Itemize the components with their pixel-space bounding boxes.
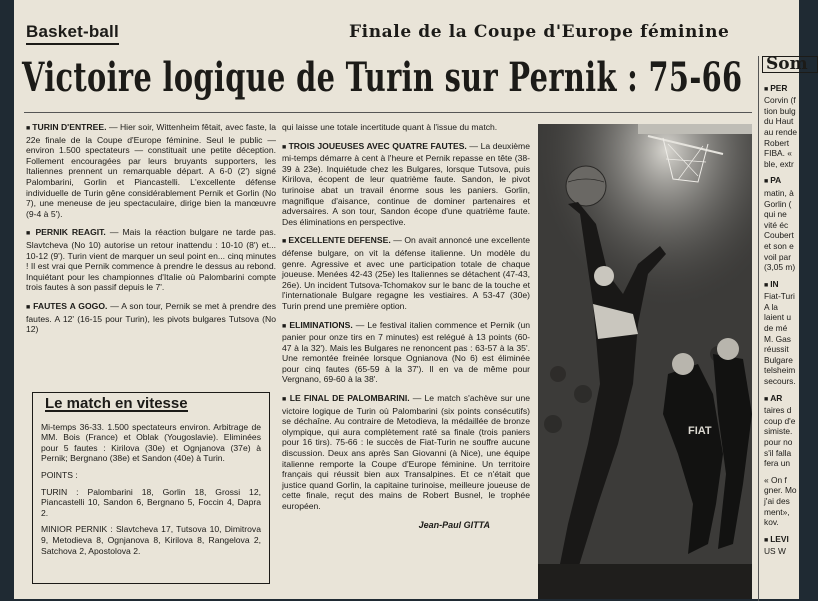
sidebar-column [758,56,818,601]
sidebar-item-line: gner. Mo [764,485,797,496]
sidebar-item-line: de mé [764,323,788,334]
sidebar-item-line: ment», [764,506,790,517]
headline-rule [24,112,752,113]
sidebar-item-line: Corvin (f [764,95,796,106]
sidebar-item-line: kov. [764,517,779,528]
sidebar-item [764,279,818,387]
sidebar-item-line: Fiat-Turi [764,291,795,302]
sidebar-item-line: du Haut [764,116,794,127]
sidebar-item-line: secours. [764,376,796,387]
sidebar-item-line: qui ne [764,209,787,220]
sidebar-item-line: US W [764,546,786,557]
jersey-text: FIAT [688,425,712,437]
kicker-line: Finale de la Coupe d'Europe féminine [349,22,730,42]
box-paragraph: TURIN : Palombarini 18, Gorlin 18, Grossi 12, Piancastelli 10, Sandon 6, Bergnano 5, Foccin 4, Dapra 2. [41,486,261,518]
sidebar-item-line: s'il falla [764,447,792,458]
basketball-photo [538,124,752,599]
sidebar-item-line: au rende [764,126,798,137]
sidebar-item-line: Robert [764,137,790,148]
sidebar-item-line: Bulgare [764,354,793,365]
paragraph: ■ TROIS JOUEUSES AVEC QUATRE FAUTES. — La deuxième mi-temps démarre à cent à l'heure et Pernik repasse en tête (38-39 à 23e). Inquiétude chez les Bulgares, lorsque Tutsova, puis Kirilova, écopent de leur quatrième faute. Sandon, le pivot turinoise abat un travail énorme sous les paniers. Gorlin, magnifique d'aisance, continue de dominer partenaires et adversaires. A son tour, Sandon écope d'une quatrième faute. Des éliminations en perspective. [282,141,530,228]
sidebar-item-line: simiste. [764,426,793,437]
sidebar-item [764,475,818,528]
box-paragraph: Mi-temps 36-33. 1.500 spectateurs environ. Arbitrage de MM. Bois (France) et Oblak (Yougoslavie). Eliminées pour 5 fautes : Kirilova (30e) et Ognjanova (37e) à Pernik; Bergnano (38e) et Sandon (40e) à Turin. [41,421,261,464]
sidebar-items [764,83,818,557]
sidebar-item-line: matin, à [764,187,794,198]
author-signature: Jean-Paul GITTA [418,519,490,530]
sidebar-item [764,534,818,557]
section-rubric: Basket-ball [26,22,119,45]
sidebar-item-lead: ■ PER [764,83,787,93]
sidebar-item-line: A la [764,301,778,312]
sidebar-item-line: vité éc [764,219,789,230]
sidebar-item-line: j'ai des [764,495,790,506]
continuation-text: qui laisse une totale incertitude quant à l'issue du match. [282,122,498,132]
sidebar-item-lead: ■ PA [764,175,781,185]
paragraph: ■ PERNIK REAGIT. — Mais la réaction bulgare ne tarde pas. Slavtcheva (No 10) autorise un retour inattendu : 10-10 (8') et... 10-12 (9'). Turin vient de marquer un seul point en... cinq minutes ! Il est vrai que Pernik commence à prendre le dessus au rebond. Inquiétant pour les championnes d'Italie où Palombarini compte trois fautes à son passif depuis le 7'. [26,227,276,293]
sidebar-item-line: coup d'e [764,415,796,426]
sidebar-item-lead: ■ LEVI [764,534,789,544]
sidebar-item-line: M. Gas [764,333,791,344]
sidebar-item-line: ble, extr [764,158,794,169]
article-column-2 [282,122,530,530]
match-summary-box [32,392,270,584]
sidebar-title: Som [762,56,818,73]
sidebar-item-line: Coubert [764,230,794,241]
sidebar-item-line: (3,05 m) [764,262,796,273]
sidebar-item-line: telsheim [764,365,796,376]
sidebar-item-line: fera un [764,458,791,469]
paragraph: ■ TURIN D'ENTREE. — Hier soir, Wittenheim fêtait, avec faste, la 22e finale de la Coupe d'Europe féminine. Seul le public — environ 1.500 spectateurs — constituait une petite déception. Follement encouragées par leurs bruyants supporters, les Italiennes prennent un remarquable départ. A 6-0 (2') signé Palombarini, Gorlin et Piancastelli. L'excellente défense individuelle de Turin gêne considérablement Pernik et Gorlin (No 7), une meneuse de jeu spectaculaire, dirige bien la manœuvre (9-4 à 5'). [26,122,276,219]
sidebar-item-lead: ■ IN [764,279,779,289]
sidebar-item-line: taires d [764,405,792,416]
paragraph: ■ ELIMINATIONS. — Le festival italien commence et Pernik (un panier pour onze tirs en 7 minutes) est relégué à 13 points (60-47 à la 32'). Mais les Bulgares ne renoncent pas : 63-57 à la 35'. Une remontée freinée lorsque Ognianova (No 6) est éliminée pour cinq fautes (65-59 à la 37'). Il en va de même pour Vergnano, 69-60 à la 38'. [282,320,530,386]
sidebar-item [764,175,818,272]
article-column-1 [26,122,276,343]
sidebar-item-line: pour no [764,437,793,447]
sidebar-item-line: Gorlin ( [764,198,792,209]
sidebar-item-line: « On f [764,474,787,485]
box-paragraph: POINTS : [41,469,78,480]
newspaper-page [14,0,808,599]
sidebar-item-line: réussit [764,344,789,355]
headline: Victoire logique de Turin sur Pernik : 75-66 [22,54,743,101]
sidebar-item-line: FIBA. « [764,148,792,159]
sidebar-item-lead: ■ AR [764,393,782,403]
sidebar-item [764,393,818,469]
sidebar-item-line: laient u [764,312,792,323]
sidebar-item-line: voil par [764,251,791,262]
paragraph: ■ EXCELLENTE DEFENSE. — On avait annoncé une excellente défense bulgare, on vit la défense italienne. Un modèle du genre. Agressive et avec une participation totale de chaque joueuse. Menées 42-43 (25e) les Italiennes se détachent (47-43, 26e). Un incident Tutsova-Tchomakov sur le banc de la touche et l'internationale Bulgare regagne les vestiaires. A 53-47 (30e) Turin prend une première option. [282,235,530,311]
paragraph: ■ LE FINAL DE PALOMBARINI. — Le match s'achève sur une victoire logique de Turin où Palombarini (six points consécutifs) se déchaîne. Au contraire de Metodieva, la médaillée de bronze olympique, qui aura complètement raté sa finale (trois paniers pour 16 tirs). 75-66 : le succès de Fiat-Turin ne souffre aucune discussion. Deux ans après San Giovanni (à Nice), une équipe italienne remporte la Coupe d'Europe féminine. Un territoire français qui réussit bien aux Transalpines. Et ce n'était que justice quand Gorlin, la capitaine turinoise, meilleure joueuse de cette finale, reçut des mains de Robert Busnel, le trophée européen. [282,393,530,512]
box-title: Le match en vitesse [45,395,188,412]
sidebar-item [764,83,818,170]
sidebar-item-line: tion bulg [764,105,796,116]
photo-illustration [538,124,752,599]
box-paragraph: MINIOR PERNIK : Slavtcheva 17, Tutsova 10, Dimitrova 9, Metodieva 8, Ognjanova 8, Kirilova 8, Rangelova 2, Satchova 2, Apostolova 2. [41,524,261,556]
sidebar-item-line: et son e [764,240,794,251]
paragraph: ■ FAUTES A GOGO. — A son tour, Pernik se met à prendre des fautes. A 12' (16-15 pour Turin), les pivots bulgares Tutsova (No 12) [26,301,276,335]
